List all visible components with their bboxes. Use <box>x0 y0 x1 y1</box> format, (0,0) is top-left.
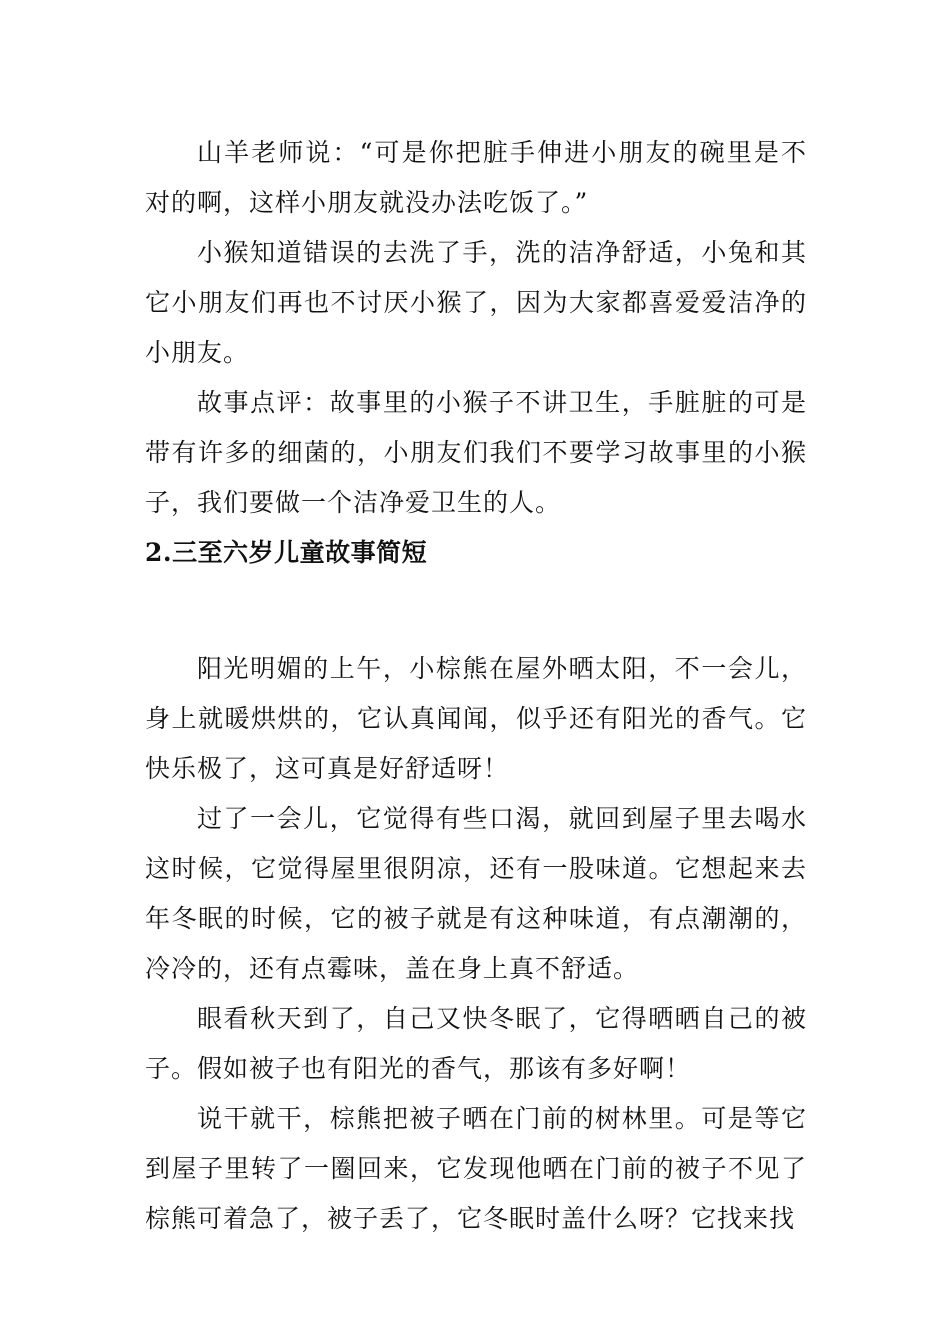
section-heading: 2.三至六岁儿童故事简短 <box>145 538 428 567</box>
document-page <box>145 128 807 1244</box>
paragraph: 阳光明媚的上午，小棕熊在屋外晒太阳，不一会儿，身上就暖烘烘的，它认真闻闻，似乎还有阳光的香气。它快乐极了，这可真是好舒适呀！ <box>145 654 807 783</box>
paragraph: 眼看秋天到了，自己又快冬眠了，它得晒晒自己的被子。假如被子也有阳光的香气，那该有多好啊！ <box>145 1004 807 1083</box>
paragraph: 说干就干，棕熊把被子晒在门前的树林里。可是等它到屋子里转了一圈回来，它发现他晒在门前的被子不见了棕熊可着急了，被子丢了，它冬眠时盖什么呀？它找来找 <box>145 1104 807 1233</box>
section-spacer <box>145 578 807 644</box>
paragraph: 山羊老师说：“可是你把脏手伸进小朋友的碗里是不对的啊，这样小朋友就没办法吃饭了。” <box>145 138 807 217</box>
paragraph: 小猴知道错误的去洗了手，洗的洁净舒适，小兔和其它小朋友们再也不讨厌小猴了，因为大家都喜爱爱洁净的小朋友。 <box>145 238 807 367</box>
paragraph: 故事点评：故事里的小猴子不讲卫生，手脏脏的可是带有许多的细菌的，小朋友们我们不要学习故事里的小猴子，我们要做一个洁净爱卫生的人。 <box>145 388 807 517</box>
paragraph: 过了一会儿，它觉得有些口渴，就回到屋子里去喝水这时候，它觉得屋里很阴凉，还有一股味道。它想起来去年冬眠的时候，它的被子就是有这种味道，有点潮潮的，冷冷的，还有点霉味，盖在身上真不舒适。 <box>145 804 807 983</box>
